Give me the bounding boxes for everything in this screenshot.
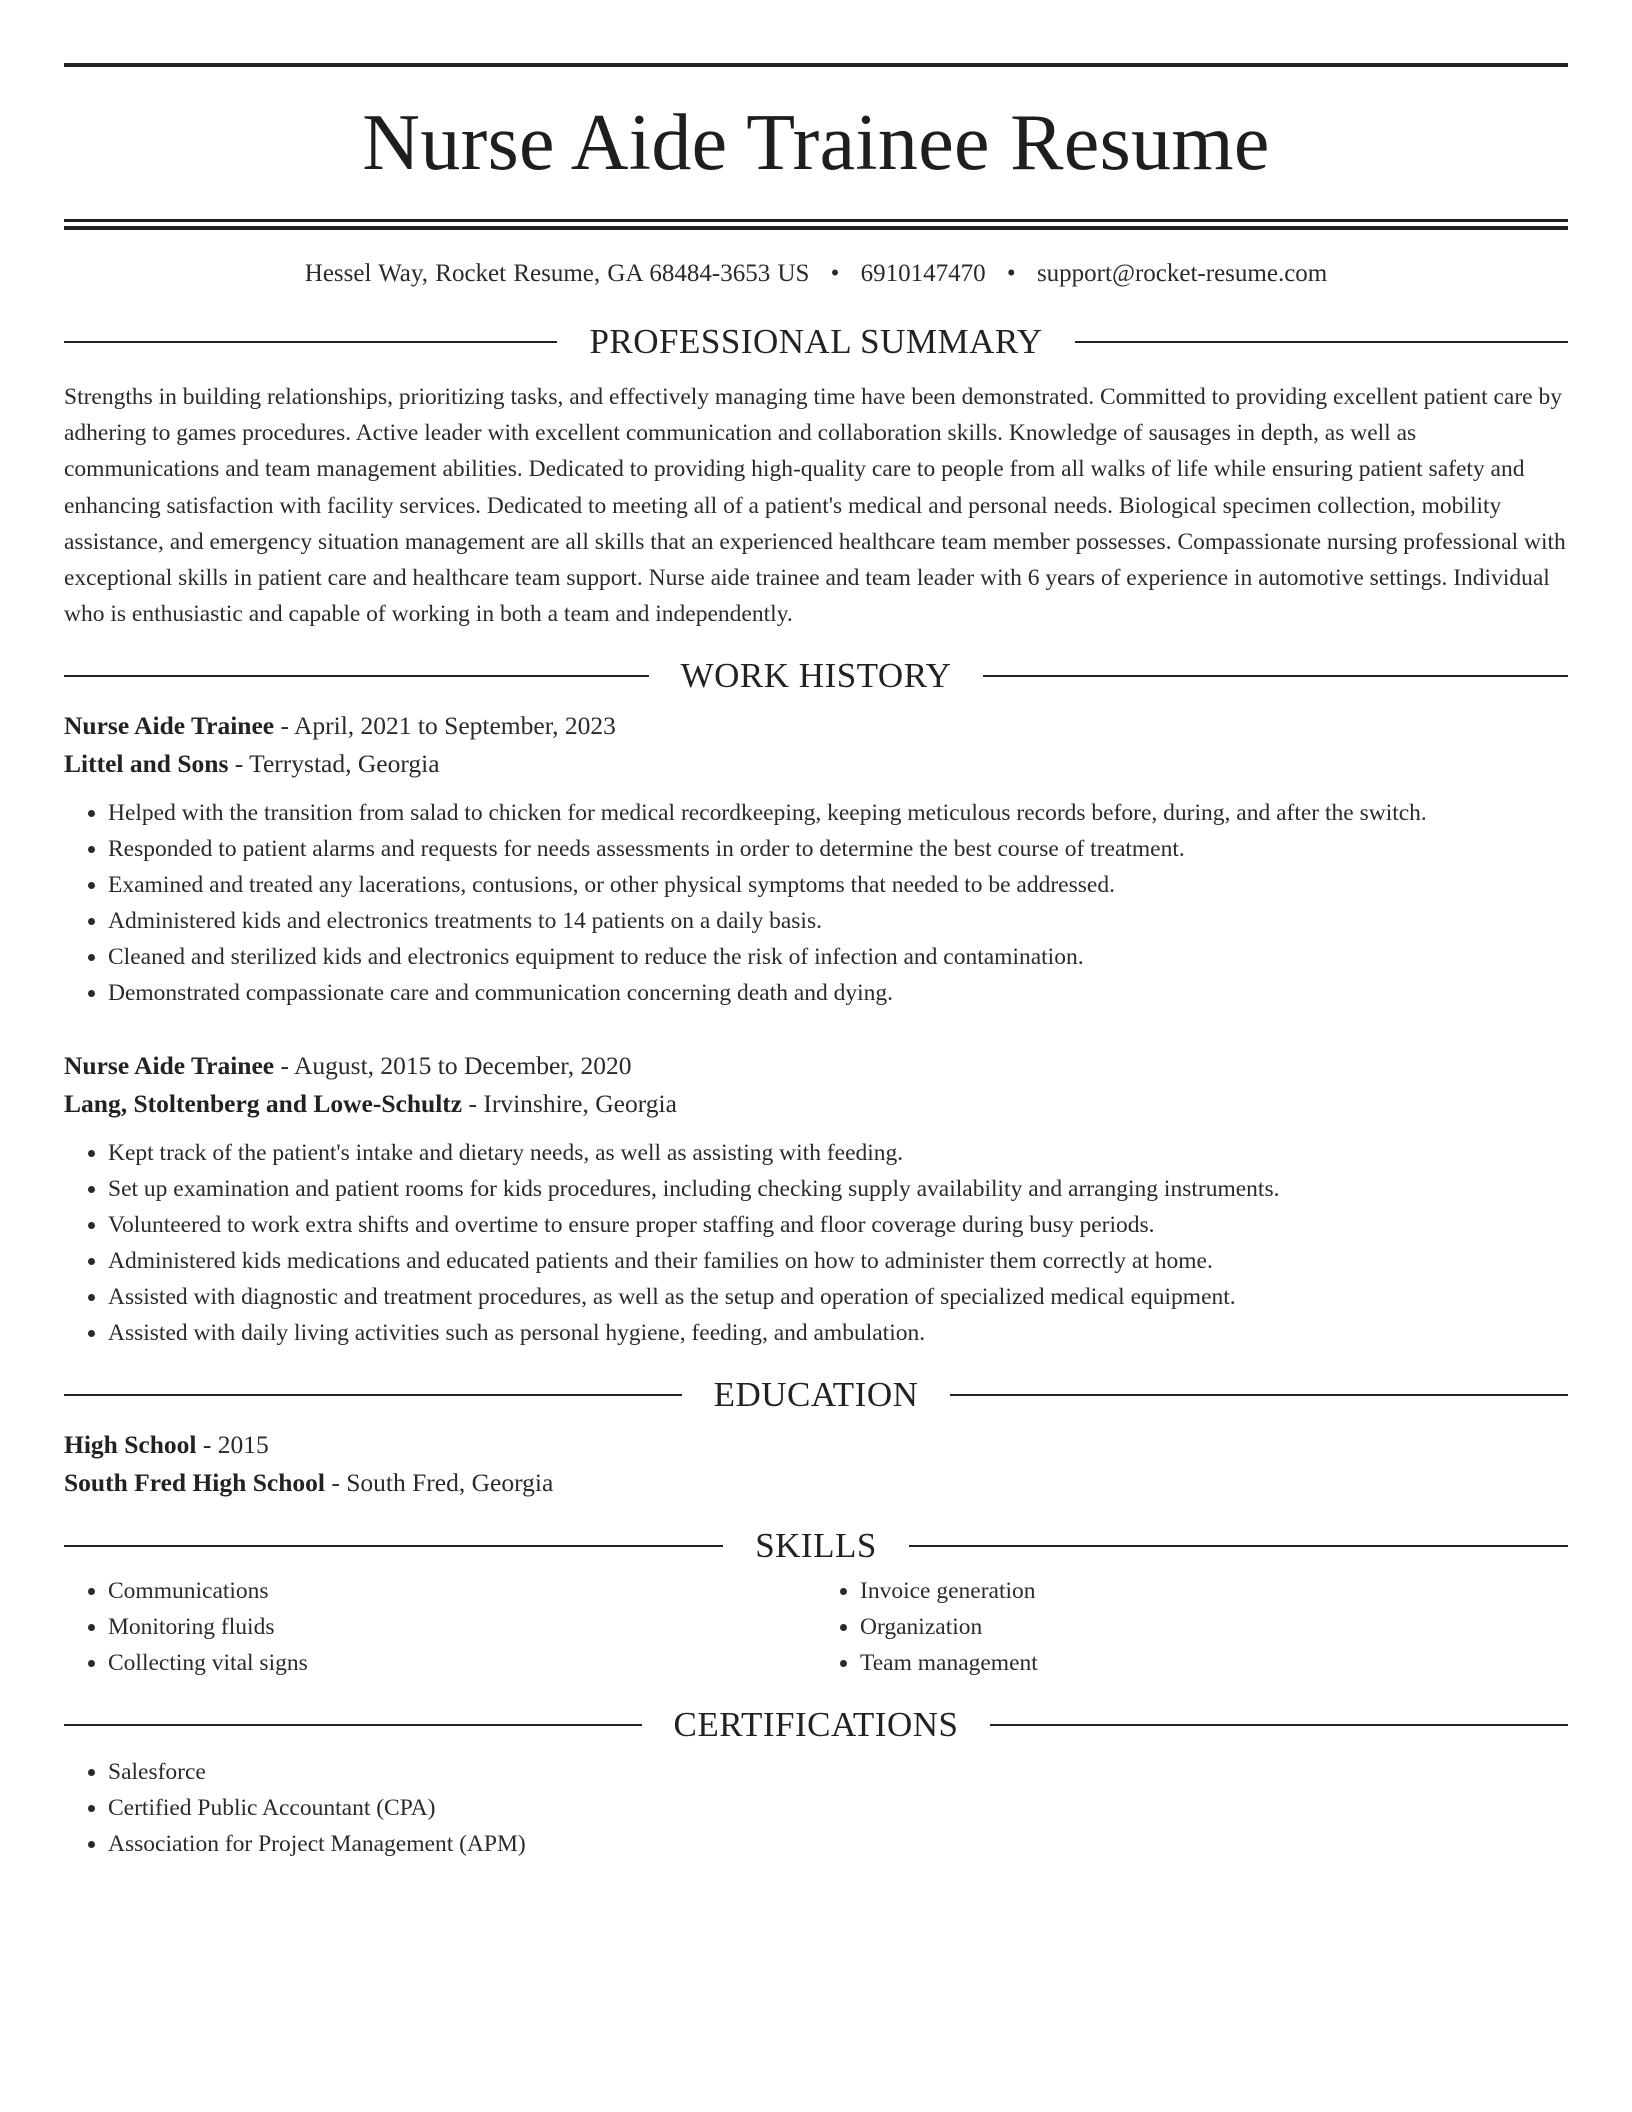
section-heading-work-history: [64, 656, 1568, 696]
top-rule: [64, 63, 1568, 67]
contact-separator: •: [830, 260, 840, 287]
job-company-line: [64, 1085, 1568, 1123]
job-title-line: [64, 707, 1568, 745]
contact-address: Hessel Way, Rocket Resume, GA 68484-3653 US: [304, 260, 810, 287]
heading-rule: [64, 1545, 723, 1547]
section-heading-summary: [64, 324, 1568, 359]
section-heading-education: [64, 1375, 1568, 1415]
job-bullet-list: [64, 795, 1568, 1011]
list-item: • Administered kids and electronics treatments to 14 patients on a daily basis.: [108, 903, 1568, 939]
heading-rule: [950, 1394, 1568, 1396]
contact-separator: •: [1006, 260, 1016, 287]
education-entry: [64, 1426, 1568, 1502]
list-item: • Monitoring fluids: [108, 1609, 816, 1645]
education-school-line: [64, 1464, 1568, 1502]
list-item: • Kept track of the patient's intake and dietary needs, as well as assisting with feeding.: [108, 1135, 1568, 1171]
job-dates: - August, 2015 to December, 2020: [274, 1051, 632, 1081]
list-item: • Organization: [860, 1609, 1568, 1645]
heading-rule: [909, 1545, 1568, 1547]
section-heading-label: SKILLS: [755, 1526, 877, 1566]
section-heading-label: CERTIFICATIONS: [673, 1705, 959, 1745]
list-item: • Team management: [860, 1645, 1568, 1681]
education-degree: High School: [64, 1430, 197, 1460]
job-entry: [64, 1047, 1568, 1351]
list-item: • Examined and treated any lacerations, contusions, or other physical symptoms that needed to be addressed.: [108, 867, 1568, 903]
skills-list-left: [64, 1573, 816, 1681]
job-dates: - April, 2021 to September, 2023: [274, 711, 616, 741]
job-title: Nurse Aide Trainee: [64, 1051, 275, 1081]
heading-rule: [64, 675, 649, 677]
section-heading-skills: [64, 1526, 1568, 1566]
list-item: • Salesforce: [108, 1754, 1568, 1790]
job-location: - Irvinshire, Georgia: [462, 1089, 677, 1119]
list-item: • Volunteered to work extra shifts and overtime to ensure proper staffing and floor coverage during busy periods.: [108, 1207, 1568, 1243]
heading-rule: [64, 1724, 642, 1726]
list-item: • Assisted with diagnostic and treatment procedures, as well as the setup and operation of specialized medical equipment.: [108, 1279, 1568, 1315]
list-item: • Set up examination and patient rooms for kids procedures, including checking supply availability and arranging instruments.: [108, 1171, 1568, 1207]
section-heading-label: WORK HISTORY: [680, 656, 952, 696]
contact-line: [64, 260, 1568, 288]
job-company: Littel and Sons: [64, 749, 229, 779]
education-year: - 2015: [196, 1430, 269, 1460]
job-location: - Terrystad, Georgia: [228, 749, 440, 779]
job-title-line: [64, 1047, 1568, 1085]
certifications-list: [64, 1754, 1568, 1862]
education-school: South Fred High School: [64, 1468, 325, 1498]
list-item: • Cleaned and sterilized kids and electronics equipment to reduce the risk of infection and contamination.: [108, 939, 1568, 975]
section-heading-label: EDUCATION: [713, 1375, 919, 1415]
heading-rule: [64, 341, 557, 343]
education-location: - South Fred, Georgia: [324, 1468, 554, 1498]
job-company-line: [64, 745, 1568, 783]
education-degree-line: [64, 1426, 1568, 1464]
list-item: • Certified Public Accountant (CPA): [108, 1790, 1568, 1826]
list-item: • Helped with the transition from salad to chicken for medical recordkeeping, keeping meticulous records before, during, and after the switch.: [108, 795, 1568, 831]
skills-grid: [64, 1573, 1568, 1681]
job-bullet-list: [64, 1135, 1568, 1351]
heading-rule: [64, 1394, 682, 1396]
heading-rule: [983, 675, 1568, 677]
list-item: • Responded to patient alarms and requests for needs assessments in order to determine the best course of treatment.: [108, 831, 1568, 867]
resume-title: Nurse Aide Trainee Resume: [362, 99, 1270, 187]
contact-email: support@rocket-resume.com: [1036, 260, 1328, 287]
list-item: • Association for Project Management (APM): [108, 1826, 1568, 1862]
list-item: • Assisted with daily living activities such as personal hygiene, feeding, and ambulation.: [108, 1315, 1568, 1351]
job-company: Lang, Stoltenberg and Lowe-Schultz: [64, 1089, 463, 1119]
summary-text: Strengths in building relationships, prioritizing tasks, and effectively managing time have been demonstrated. Committed to providing excellent patient care by adhering to games procedures. Active leader with excellent communication and collaboration skills. Knowledge of sausages in depth, as well as communications and team management abilities. Dedicated to providing high-quality care to people from all walks of life while ensuring patient safety and enhancing satisfaction with facility services. Dedicated to meeting all of a patient's medical and personal needs. Biological specimen collection, mobility assistance, and emergency situation management are all skills that an experienced healthcare team member possesses. Compassionate nursing professional with exceptional skills in patient care and healthcare team support. Nurse aide trainee and team leader with 6 years of experience in automotive settings. Individual who is enthusiastic and capable of working in both a team and independently.: [64, 384, 1566, 628]
list-item: • Collecting vital signs: [108, 1645, 816, 1681]
section-heading-certifications: [64, 1705, 1568, 1745]
heading-rule: [1075, 341, 1568, 343]
job-entry: [64, 707, 1568, 1011]
skills-list-right: [816, 1573, 1568, 1681]
heading-rule: [990, 1724, 1568, 1726]
contact-phone: 6910147470: [860, 260, 986, 287]
list-item: • Demonstrated compassionate care and communication concerning death and dying.: [108, 975, 1568, 1011]
list-item: • Communications: [108, 1573, 816, 1609]
title-double-rule: [64, 219, 1568, 230]
section-heading-label: PROFESSIONAL SUMMARY: [589, 322, 1043, 361]
list-item: • Administered kids medications and educated patients and their families on how to administer them correctly at home.: [108, 1243, 1568, 1279]
list-item: • Invoice generation: [860, 1573, 1568, 1609]
job-title: Nurse Aide Trainee: [64, 711, 275, 741]
